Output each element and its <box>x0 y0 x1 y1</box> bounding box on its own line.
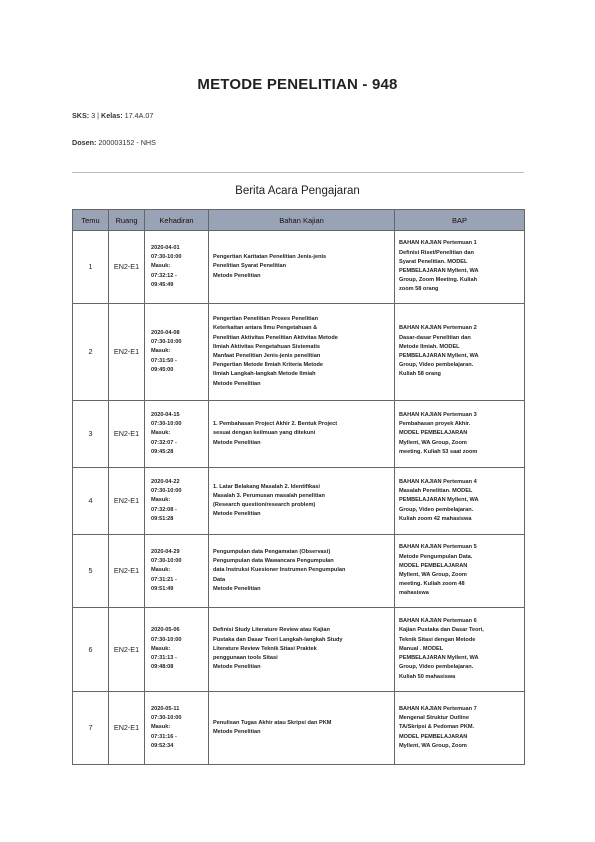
bap-cell-line: Metode Ilmiah. MODEL <box>399 343 460 350</box>
bap-cell-line: Metode Pengumpulan Data. <box>399 553 473 560</box>
bahan-kajian-cell-line: penggunaan tools Sitasi <box>213 655 278 662</box>
kehadiran-cell-line: 2020-04-08 <box>151 329 180 336</box>
kehadiran-cell-line: Masuk: <box>151 724 171 731</box>
bahan-kajian-cell-line: Pengumpulan data Pengamatan (Observasi) <box>213 548 331 555</box>
kehadiran-cell-line: Masuk: <box>151 348 171 355</box>
bahan-kajian-cell-line: Pengertian Penelitian Proses Penelitian <box>213 316 319 323</box>
kehadiran-cell-line: 2020-05-11 <box>151 705 180 712</box>
header-ruang: Ruang <box>109 210 145 231</box>
temu-cell: 3 <box>73 401 109 468</box>
temu-cell: 2 <box>73 304 109 401</box>
temu-cell: 6 <box>73 608 109 692</box>
kehadiran-cell-line: 09:45:28 <box>151 448 174 455</box>
bap-cell-line: BAHAN KAJIAN Pertemuan 5 <box>399 544 477 551</box>
bahan-kajian-cell-line: Metode Penelitian <box>213 511 261 518</box>
bahan-kajian-cell-line: Manfaat Penelitian Jenis-jenis penelitian <box>213 353 321 359</box>
kehadiran-cell-line: Masuk: <box>151 263 171 270</box>
bahan-kajian-cell-line: Metode Penelitian <box>213 664 261 671</box>
temu-cell: 4 <box>73 468 109 535</box>
bap-cell-line: BAHAN KAJIAN Pertemuan 2 <box>399 325 477 332</box>
bap-cell-line: PEMBELAJARAN Myllent, WA <box>399 497 479 504</box>
bap-cell-line: Masalah Penelitian. MODEL <box>399 488 473 495</box>
bap-cell-line: Syarat Penelitian. MODEL <box>399 258 468 265</box>
header-kehadiran: Kehadiran <box>145 210 209 231</box>
bap-cell-line: Dasar-dasar Penelitian dan <box>399 334 471 341</box>
bap-cell-line: Myllent, WA Group, Zoom <box>399 742 467 749</box>
bap-cell-line: meeting. Kuliah 53 saat zoom <box>399 448 478 455</box>
header-bahan-kajian: Bahan Kajian <box>209 210 395 231</box>
bahan-kajian-cell-line: 1. Pembahasan Project Akhir 2. Bentuk Project <box>213 421 338 428</box>
table-row <box>73 608 525 692</box>
bap-cell-line: Definisi Riset/Penelitian dan <box>399 249 474 256</box>
kehadiran-cell-line: 07:32:12 - <box>151 272 177 279</box>
bap-cell-line: Group, Zoom Meeting. Kuliah <box>399 277 477 284</box>
bap-cell-line: Mengenal Struktur Outline <box>399 715 469 722</box>
ruang-cell: EN2-E1 <box>109 231 145 304</box>
kehadiran-cell-line: Masuk: <box>151 567 171 574</box>
dosen-label: Dosen: <box>72 138 97 147</box>
bahan-kajian-cell-line: sesuai dengan keilmuan yang ditekuni <box>213 430 316 437</box>
kehadiran-cell-line: 2020-05-06 <box>151 627 180 634</box>
kehadiran-cell <box>145 535 209 608</box>
kehadiran-cell-line: 09:52:34 <box>151 742 174 749</box>
temu-cell: 7 <box>73 692 109 765</box>
bap-cell-line: Group, Video pembelajaran. <box>399 362 474 369</box>
bahan-kajian-cell-line: Metode Penelitian <box>213 380 261 387</box>
bahan-kajian-cell <box>209 231 395 304</box>
bahan-kajian-cell-line: data Instruksi Kuesioner Instrumen Pengumpulan <box>213 567 346 574</box>
bap-cell-line: Group, Video pembelajaran. <box>399 664 474 671</box>
bap-cell-line: BAHAN KAJIAN Pertemuan 3 <box>399 411 477 418</box>
bahan-kajian-cell-line: Metode Penelitian <box>213 729 261 735</box>
bap-cell <box>395 692 525 765</box>
ruang-cell: EN2-E1 <box>109 692 145 765</box>
bahan-kajian-cell-line: Masalah 3. Perumusan masalah penelitian <box>213 492 325 499</box>
kehadiran-cell <box>145 231 209 304</box>
bahan-kajian-cell-line: Metode Penelitian <box>213 585 261 592</box>
bap-cell-line: PEMBELAJARAN Myllent, WA <box>399 655 479 662</box>
table-header-row <box>73 210 525 231</box>
kehadiran-cell-line: 07:30-10:00 <box>151 715 182 722</box>
kehadiran-cell-line: 2020-04-15 <box>151 411 180 418</box>
section-divider <box>72 172 524 173</box>
kehadiran-cell <box>145 692 209 765</box>
ruang-cell: EN2-E1 <box>109 304 145 401</box>
bahan-kajian-cell-line: Ilmiah Aktivitas Pengetahuan Sistematis <box>213 343 321 350</box>
bap-cell-line: Kajian Pustaka dan Dasar Teori, <box>399 627 484 634</box>
bap-cell <box>395 231 525 304</box>
kehadiran-cell-line: 09:45:49 <box>151 281 174 288</box>
bahan-kajian-cell <box>209 304 395 401</box>
bahan-kajian-cell-line: 1. Latar Belakang Masalah 2. Identifikasi <box>213 483 320 490</box>
section-title: Berita Acara Pengajaran <box>235 185 360 197</box>
bap-cell-line: Myllent, WA Group, Zoom <box>399 439 467 446</box>
ruang-cell: EN2-E1 <box>109 468 145 535</box>
kehadiran-cell <box>145 304 209 401</box>
bap-cell-line: Teknik Sitasi dengan Metode <box>399 636 476 643</box>
kehadiran-cell-line: 07:30-10:00 <box>151 339 182 346</box>
table-row <box>73 692 525 765</box>
bap-cell-line: BAHAN KAJIAN Pertemuan 4 <box>399 478 477 485</box>
bahan-kajian-cell-line: Penulisan Tugas Akhir atau Skripsi dan PKM <box>213 719 332 726</box>
kehadiran-cell-line: Masuk: <box>151 430 171 437</box>
bap-table <box>72 209 525 765</box>
temu-cell: 5 <box>73 535 109 608</box>
bahan-kajian-cell-line: Keterkaitan antara Ilmu Pengetahuan & <box>213 325 318 332</box>
bahan-kajian-cell-line: Literature Review Teknik Sitasi Praktek <box>213 645 317 652</box>
kehadiran-cell <box>145 608 209 692</box>
bap-cell-line: MODEL PEMBELAJARAN <box>399 562 468 569</box>
table-row <box>73 468 525 535</box>
bap-cell-line: Pembahasan proyek Akhir. <box>399 421 471 428</box>
bap-cell-line: Kuliah 58 orang <box>399 371 441 378</box>
bap-cell-line: PEMBELAJARAN Myllent, WA <box>399 353 479 359</box>
table-row <box>73 231 525 304</box>
bap-cell-line: Kuliah zoom 42 mahasiswa <box>399 515 472 522</box>
kehadiran-cell-line: 07:30-10:00 <box>151 636 182 643</box>
bahan-kajian-cell-line: Metode Penelitian <box>213 272 261 279</box>
bahan-kajian-cell-line: Data <box>213 576 226 583</box>
bahan-kajian-cell-line: Penelitian Aktivitas Penelitian Aktivitas Metode <box>213 334 338 341</box>
header-bap: BAP <box>395 210 525 231</box>
bahan-kajian-cell <box>209 608 395 692</box>
table-row <box>73 401 525 468</box>
bahan-kajian-cell-line: Pengertian Karitatan Penelitian Jenis-jenis <box>213 254 327 261</box>
bahan-kajian-cell-line: Definisi Study Literature Review atau Kajian <box>213 627 330 634</box>
sks-label: SKS: <box>72 111 90 120</box>
bahan-kajian-cell-line: Ilmiah Langkah-langkah Metode Ilmiah <box>213 371 316 378</box>
kelas-label: Kelas: <box>101 111 123 120</box>
kehadiran-cell-line: 07:31:50 - <box>151 357 177 364</box>
bahan-kajian-cell-line: Metode Penelitian <box>213 439 261 446</box>
kehadiran-cell-line: 2020-04-01 <box>151 244 180 251</box>
bap-cell-line: PEMBELAJARAN Myllent, WA <box>399 268 479 274</box>
bap-cell <box>395 401 525 468</box>
kelas-value: 17.4A.07 <box>124 111 154 120</box>
bap-cell-line: BAHAN KAJIAN Pertemuan 1 <box>399 240 477 247</box>
kehadiran-cell-line: 09:48:08 <box>151 664 174 671</box>
kehadiran-cell-line: 07:30-10:00 <box>151 421 182 428</box>
bap-cell-line: Myllent, WA Group, Zoom <box>399 572 467 578</box>
bahan-kajian-cell <box>209 535 395 608</box>
bahan-kajian-cell <box>209 401 395 468</box>
bahan-kajian-cell-line: Pengertian Metode Ilmiah Kriteria Metode <box>213 362 324 369</box>
kehadiran-cell-line: 09:51:49 <box>151 585 174 592</box>
bahan-kajian-cell-line: Pustaka dan Dasar Teori Langkah-langkah Study <box>213 636 343 643</box>
kehadiran-cell-line: 09:51:28 <box>151 515 174 522</box>
ruang-cell: EN2-E1 <box>109 401 145 468</box>
course-info-line <box>72 111 153 120</box>
header-temu: Temu <box>73 210 109 231</box>
bap-cell-line: meeting. Kuliah zoom 48 <box>399 581 465 588</box>
bahan-kajian-cell-line: (Research question/research problem) <box>213 502 316 508</box>
sks-value: 3 | <box>91 111 102 120</box>
bahan-kajian-cell-line: Pengumpulan data Wawancara Pengumpulan <box>213 558 334 565</box>
bap-cell-line: Manual . MODEL <box>399 645 444 652</box>
table-row <box>73 535 525 608</box>
dosen-value: 200003152 - NHS <box>98 138 156 147</box>
kehadiran-cell-line: 07:30-10:00 <box>151 488 182 495</box>
bap-cell-line: BAHAN KAJIAN Pertemuan 6 <box>399 618 477 625</box>
table-row <box>73 304 525 401</box>
temu-cell: 1 <box>73 231 109 304</box>
bap-cell-line: TA/Skripsi & Pedoman PKM. <box>399 724 475 731</box>
kehadiran-cell-line: 2020-04-29 <box>151 548 180 555</box>
bap-cell <box>395 304 525 401</box>
bap-cell <box>395 535 525 608</box>
kehadiran-cell-line: 07:31:16 - <box>151 733 177 740</box>
kehadiran-cell-line: 2020-04-22 <box>151 478 180 485</box>
kehadiran-cell-line: Masuk: <box>151 497 171 504</box>
kehadiran-cell-line: 07:30-10:00 <box>151 558 182 565</box>
kehadiran-cell-line: 07:30-10:00 <box>151 254 182 261</box>
bahan-kajian-cell-line: Penelitian Syarat Penelitian <box>213 263 287 270</box>
bap-cell-line: BAHAN KAJIAN Pertemuan 7 <box>399 705 477 712</box>
kehadiran-cell-line: 07:31:13 - <box>151 655 177 662</box>
ruang-cell: EN2-E1 <box>109 535 145 608</box>
bap-cell-line: Group, Video pembelajaran. <box>399 506 474 513</box>
bap-cell-line: zoom 58 orang <box>399 286 439 293</box>
bap-cell <box>395 468 525 535</box>
kehadiran-cell <box>145 468 209 535</box>
bahan-kajian-cell <box>209 692 395 765</box>
bap-cell-line: mahasiswa <box>399 590 429 597</box>
kehadiran-cell <box>145 401 209 468</box>
ruang-cell: EN2-E1 <box>109 608 145 692</box>
bap-cell-line: MODEL PEMBELAJARAN <box>399 733 468 740</box>
bap-cell <box>395 608 525 692</box>
kehadiran-cell-line: 07:31:21 - <box>151 576 177 583</box>
bap-cell-line: Kuliah 50 mahasiswa <box>399 673 456 680</box>
bahan-kajian-cell <box>209 468 395 535</box>
kehadiran-cell-line: Masuk: <box>151 645 171 652</box>
kehadiran-cell-line: 07:32:07 - <box>151 439 177 446</box>
bap-cell-line: MODEL PEMBELAJARAN <box>399 430 468 437</box>
document-title: METODE PENELITIAN - 948 <box>197 76 398 93</box>
kehadiran-cell-line: 07:32:08 - <box>151 506 177 513</box>
kehadiran-cell-line: 09:45:00 <box>151 366 174 373</box>
lecturer-info-line <box>72 138 156 147</box>
